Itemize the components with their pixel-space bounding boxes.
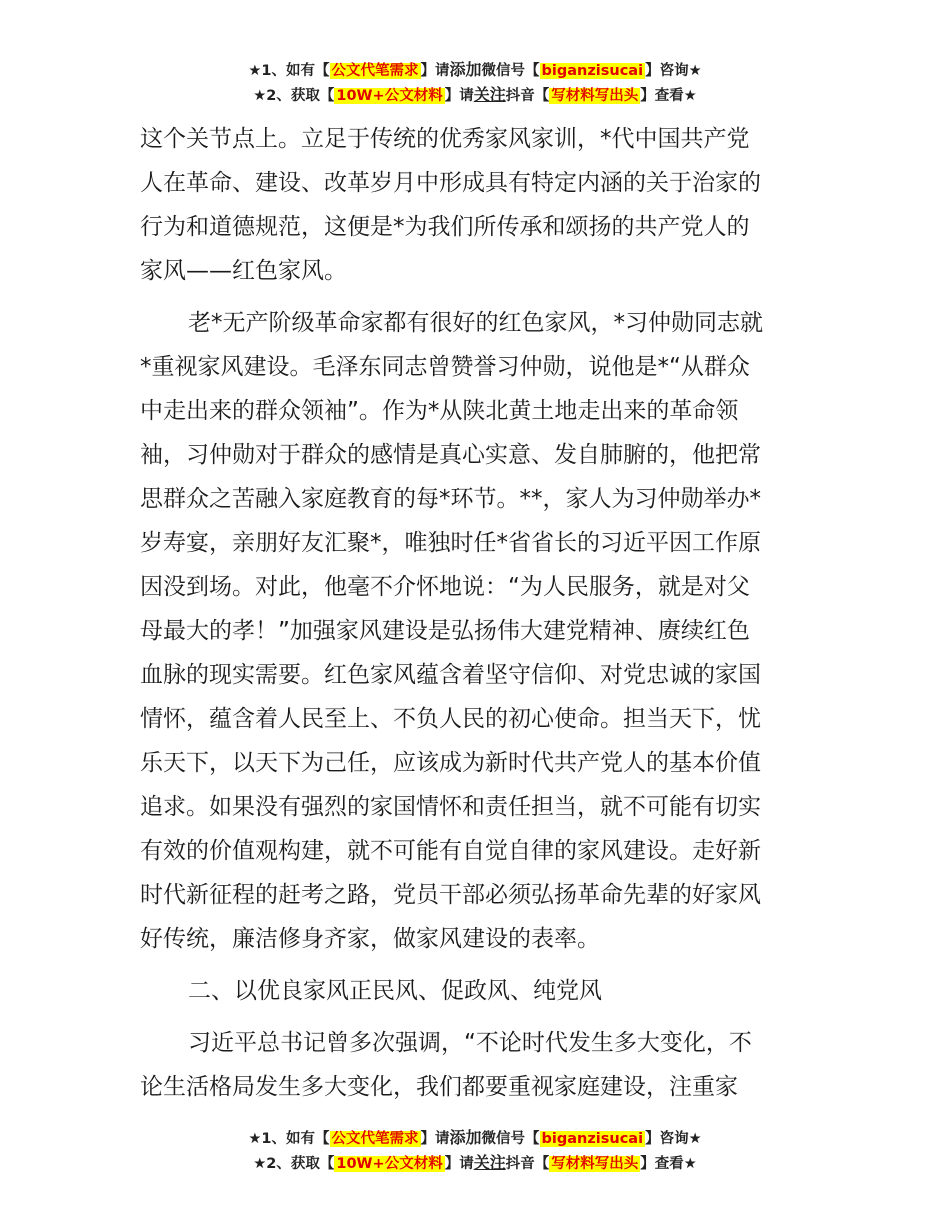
text-line: 人在革命、建设、改革岁月中形成具有特定内涵的关于治家的 <box>140 170 761 196</box>
banner-line-2 <box>0 83 950 108</box>
banner-text: 】请 <box>444 88 474 104</box>
banner-text: ★1、如有【 <box>248 1131 330 1147</box>
text-line: 论生活格局发生多大变化，我们都要重视家庭建设，注重家 <box>140 1074 738 1100</box>
banner-highlight: 公文代笔需求 <box>331 1131 419 1147</box>
text-line: 这个关节点上。立足于传统的优秀家风家训，*代中国共产党 <box>140 126 750 152</box>
banner-emphasis: 添加 <box>449 1128 482 1147</box>
document-body <box>140 117 820 1109</box>
text-line: 思群众之苦融入家庭教育的每*环节。**，家人为习仲勋举办* <box>140 486 761 512</box>
banner-line-1 <box>0 1126 950 1151</box>
text-line: 家风——红色家风。 <box>140 258 347 284</box>
text-line: 母最大的孝！”加强家风建设是弘扬伟大建党精神、赓续红色 <box>140 618 750 644</box>
banner-highlight: 10W+公文材料 <box>336 1156 443 1172</box>
text-line: 因没到场。对此，他毫不介怀地说：“为人民服务，就是对父 <box>140 574 750 600</box>
banner-emphasis: 关注 <box>473 85 506 104</box>
paragraph-1 <box>140 117 820 293</box>
banner-text: 抖音【 <box>505 88 550 104</box>
text-line: 有效的价值观构建，就不可能有自觉自律的家风建设。走好新 <box>140 838 761 864</box>
banner-text: ★1、如有【 <box>248 63 330 79</box>
banner-text: 微信号【 <box>481 1131 540 1147</box>
text-line: 老*无产阶级革命家都有很好的红色家风，*习仲勋同志就 <box>188 310 763 336</box>
banner-highlight: biganzisucai <box>541 1131 644 1147</box>
text-line: 行为和道德规范，这便是*为我们所传承和颂扬的共产党人的 <box>140 214 750 240</box>
banner-line-2 <box>0 1151 950 1176</box>
banner-highlight: biganzisucai <box>541 63 644 79</box>
banner-text: 】请 <box>420 63 450 79</box>
banner-text: 】请 <box>444 1156 474 1172</box>
text-line: 中走出来的群众领袖”。作为*从陕北黄土地走出来的革命领 <box>140 398 739 424</box>
banner-text: 】咨询★ <box>645 63 702 79</box>
text-line: 习近平总书记曾多次强调，“不论时代发生多大变化，不 <box>188 1030 752 1056</box>
banner-highlight: 公文代笔需求 <box>331 63 419 79</box>
banner-emphasis: 添加 <box>449 60 482 79</box>
section-heading: 二、以优良家风正民风、促政风、纯党风 <box>188 978 602 1004</box>
text-line: 岁寿宴，亲朋好友汇聚*，唯独时任*省省长的习近平因工作原 <box>140 530 761 556</box>
banner-text: 抖音【 <box>505 1156 550 1172</box>
text-line: 时代新征程的赶考之路，党员干部必须弘扬革命先辈的好家风 <box>140 882 761 908</box>
header-banner <box>0 58 950 108</box>
banner-text: 微信号【 <box>481 63 540 79</box>
banner-text: 】请 <box>420 1131 450 1147</box>
text-line: 血脉的现实需要。红色家风蕴含着坚守信仰、对党忠诚的家国 <box>140 662 761 688</box>
banner-line-1 <box>0 58 950 83</box>
text-line: 袖，习仲勋对于群众的感情是真心实意、发自肺腑的，他把常 <box>140 442 761 468</box>
text-line: 追求。如果没有强烈的家国情怀和责任担当，就不可能有切实 <box>140 794 761 820</box>
banner-text: ★2、获取【 <box>253 88 335 104</box>
banner-text: 】咨询★ <box>645 1131 702 1147</box>
banner-emphasis: 关注 <box>473 1153 506 1172</box>
banner-text: 】查看★ <box>640 1156 697 1172</box>
paragraph-2 <box>140 301 820 961</box>
text-line: *重视家风建设。毛泽东同志曾赞誉习仲勋，说他是*“从群众 <box>140 354 750 380</box>
banner-highlight: 写材料写出头 <box>551 1156 639 1172</box>
text-line: 情怀，蕴含着人民至上、不负人民的初心使命。担当天下，忧 <box>140 706 761 732</box>
banner-highlight: 写材料写出头 <box>551 88 639 104</box>
text-line: 乐天下，以天下为己任，应该成为新时代共产党人的基本价值 <box>140 750 761 776</box>
footer-banner <box>0 1126 950 1176</box>
text-line: 好传统，廉洁修身齐家，做家风建设的表率。 <box>140 926 600 952</box>
paragraph-3 <box>140 1021 820 1109</box>
banner-highlight: 10W+公文材料 <box>336 88 443 104</box>
banner-text: 】查看★ <box>640 88 697 104</box>
banner-text: ★2、获取【 <box>253 1156 335 1172</box>
